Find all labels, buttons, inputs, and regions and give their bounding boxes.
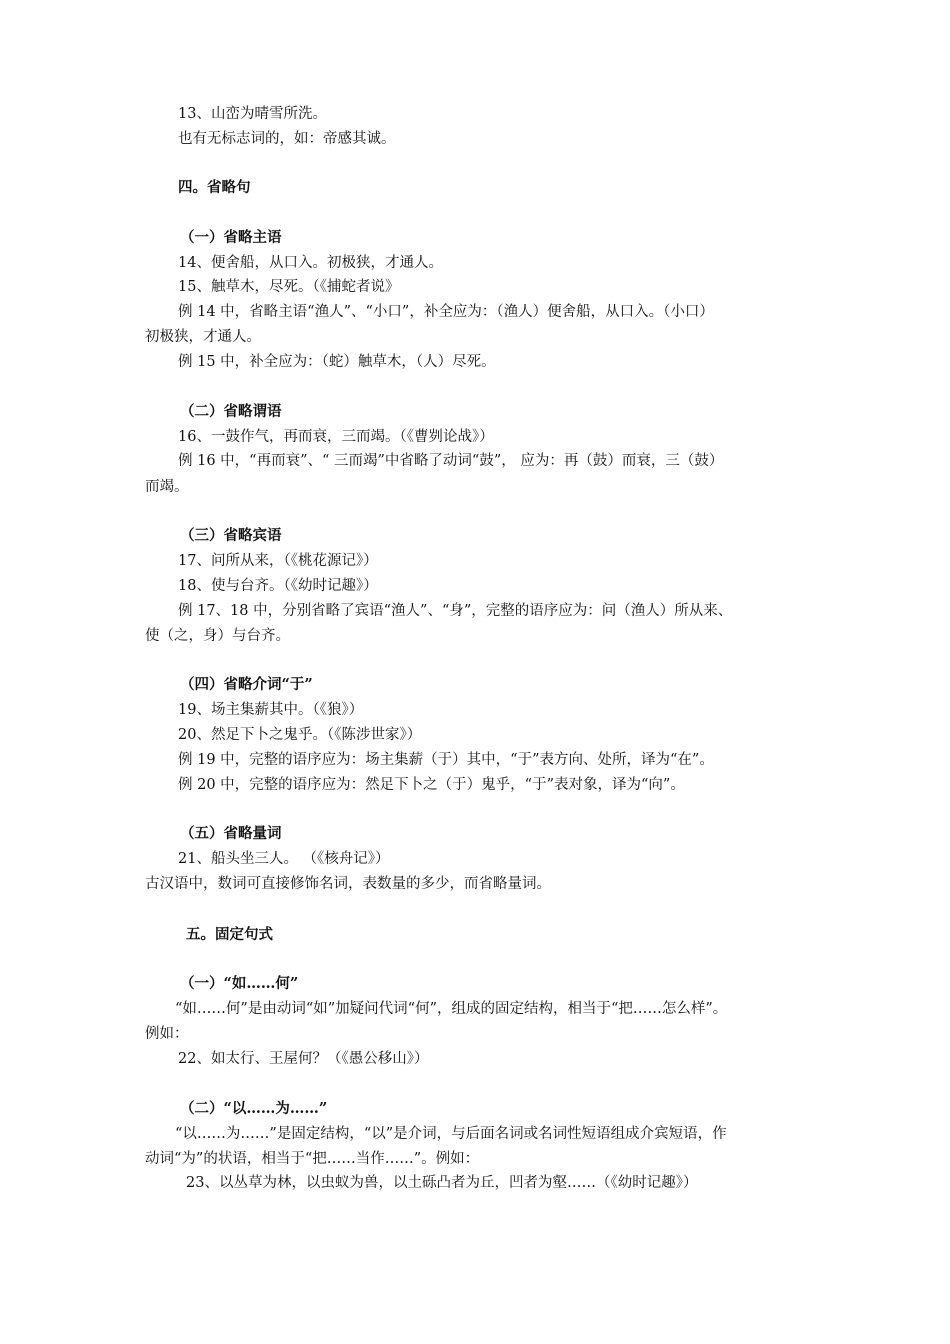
explanation-yi-wei: “以……为……”是固定结构，“以”是介词，与后面名词或名词性短语组成介宾短语，作 xyxy=(175,1126,727,1142)
explanation-yi-wei-cont: 动词“为”的状语，相当于“把……当作……”。例如： xyxy=(145,1151,480,1167)
subheading-ru-he: （一）“如……何” xyxy=(180,975,299,992)
example-18: 18、使与台齐。（《幼时记趣》） xyxy=(178,578,378,594)
explanation-ru-he: “如……何”是由动词“如”加疑问代词“何”，组成的固定结构，相当于“把……怎么样”。 xyxy=(175,1001,728,1017)
explanation-17-18-cont: 使（之，身）与台齐。 xyxy=(145,628,290,644)
section-heading-5: 五。固定句式 xyxy=(186,926,273,943)
example-15: 15、触草木，尽死。（《捕蛇者说》 xyxy=(178,279,400,295)
explanation-14-cont: 初极狭，才通人。 xyxy=(145,329,261,345)
example-19: 19、场主集薪其中。（《狼》） xyxy=(178,702,364,718)
subheading-omit-predicate: （二）省略谓语 xyxy=(180,403,282,420)
example-13: 13、山峦为晴雪所洗。 xyxy=(178,106,327,122)
section-heading-4: 四。省略句 xyxy=(178,179,251,196)
explanation-19: 例 19 中，完整的语序应为：场主集薪（于）其中，“于”表方向、处所，译为“在”。 xyxy=(178,752,714,768)
explanation-15: 例 15 中，补全应为：（蛇）触草木，（人）尽死。 xyxy=(178,354,496,370)
example-17: 17、问所从来，（《桃花源记》） xyxy=(178,553,378,569)
explanation-21: 古汉语中，数词可直接修饰名词，表数量的多少，而省略量词。 xyxy=(145,876,551,892)
subheading-omit-object: （三）省略宾语 xyxy=(180,527,282,544)
subheading-omit-preposition: （四）省略介词“于” xyxy=(180,676,313,693)
note-no-marker: 也有无标志词的，如：帝感其诚。 xyxy=(178,131,396,147)
example-21: 21、船头坐三人。 （《核舟记》） xyxy=(178,851,390,867)
explanation-16: 例 16 中，“再而衰”、“ 三而竭”中省略了动词“鼓”， 应为：再（鼓）而衰，三（鼓） xyxy=(178,453,724,469)
example-22: 22、如太行、王屋何？（《愚公移山》） xyxy=(178,1051,429,1067)
explanation-16-cont: 而竭。 xyxy=(145,479,189,495)
example-20: 20、然足下卜之鬼乎。（《陈涉世家》） xyxy=(178,727,422,743)
subheading-yi-wei: （二）“以……为……” xyxy=(180,1100,328,1117)
example-16: 16、一鼓作气，再而衰，三而竭。（《曹刿论战》） xyxy=(178,429,494,445)
example-14: 14、便舍船，从口入。初极狭，才通人。 xyxy=(178,255,443,271)
explanation-ru-he-cont: 例如： xyxy=(145,1026,189,1042)
example-23: 23、以丛草为林，以虫蚁为兽，以土砾凸者为丘，凹者为壑……（《幼时记趣》） xyxy=(186,1175,698,1191)
explanation-20: 例 20 中，完整的语序应为：然足下卜之（于）鬼乎，“于”表对象，译为“向”。 xyxy=(178,777,685,793)
subheading-omit-subject: （一）省略主语 xyxy=(180,229,282,246)
explanation-14: 例 14 中，省略主语“渔人”、“小口”，补全应为：（渔人）便舍船，从口入。（小口） xyxy=(178,304,714,320)
subheading-omit-measure-word: （五）省略量词 xyxy=(180,825,282,842)
explanation-17-18: 例 17、18 中，分别省略了宾语“渔人”、“身”，完整的语序应为：问（渔人）所从来、 xyxy=(178,603,733,619)
